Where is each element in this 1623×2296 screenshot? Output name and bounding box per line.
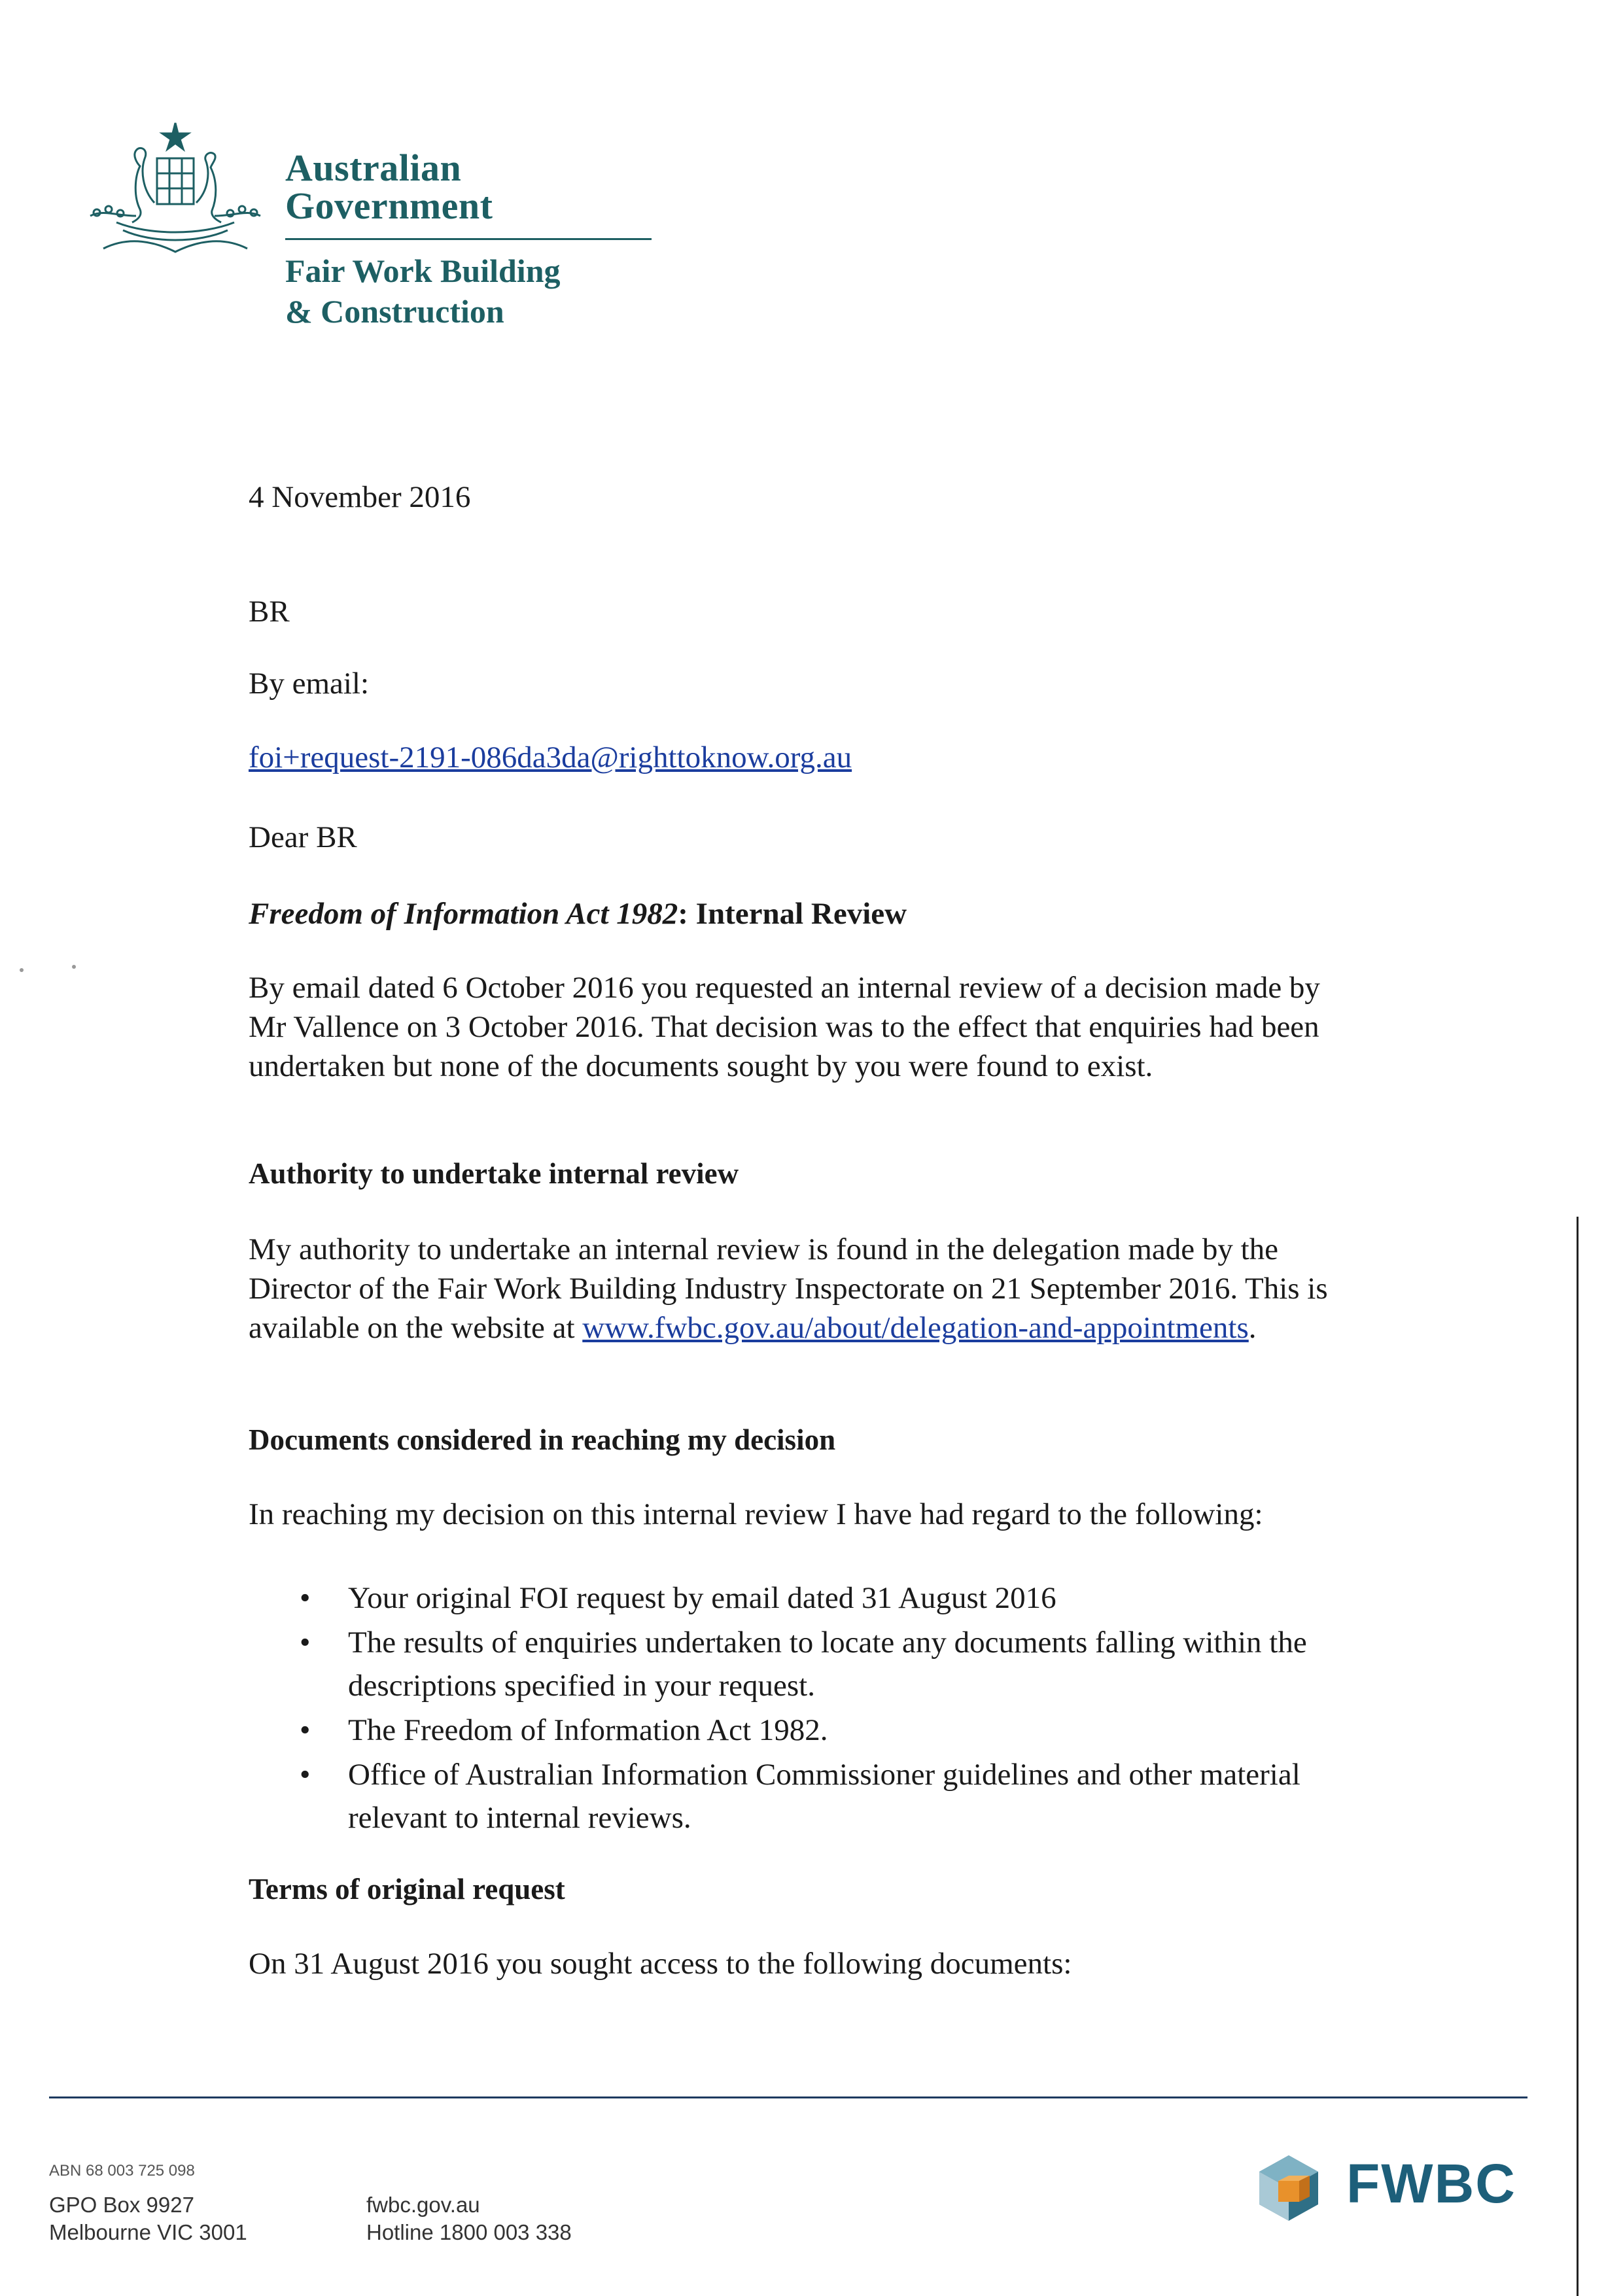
paragraph-request-summary: By email dated 6 October 2016 you requested an internal review of a decision made by Mr Vallence on 3 October 2016. That decision was to the effect that enquiries had been undertaken but none of the documents sought by you were found to exist. [249,971,1320,1083]
letter-date: 4 November 2016 [249,480,471,514]
address-line1: GPO Box 9927 [49,2193,194,2217]
list-item [288,1753,1348,1839]
letterhead [285,149,652,332]
government-name: Australian Government [285,147,493,227]
list-item [288,1709,1348,1752]
paragraph-authority-end: . [1248,1311,1257,1345]
documents-list [288,1576,1348,1841]
address-line2: Melbourne VIC 3001 [49,2220,247,2244]
agency-name-line1: Fair Work Building [285,252,561,289]
coat-of-arms-icon [77,118,273,268]
list-item [288,1576,1348,1620]
delegation-link[interactable]: www.fwbc.gov.au/about/delegation-and-appointments [582,1311,1249,1345]
recipient-email-link[interactable]: foi+request-2191-086da3da@righttoknow.org.au [249,740,852,774]
bullet-icon: • [300,1713,311,1747]
list-item-text: Your original FOI request by email dated 31 August 2016 [348,1581,1056,1615]
abn: ABN 68 003 725 098 [49,2162,195,2180]
bullet-icon: • [300,1581,311,1615]
paragraph-authority [249,1230,1348,1348]
subject-line [249,896,907,931]
paragraph-original-request: On 31 August 2016 you sought access to the following documents: [249,1947,1072,1981]
salutation: Dear BR [249,820,357,854]
letterhead-divider [285,238,652,240]
email-link-row [249,738,1348,777]
recipient: BR [249,595,290,629]
heading-terms: Terms of original request [249,1873,565,1905]
paragraph-authority-text: My authority to undertake an internal review is found in the delegation made by the Director of the Fair Work Building Industry Inspectorate on 21 September 2016. This is available on the website at [249,1232,1328,1345]
bullet-icon: • [300,1758,311,1792]
fwbc-cube-logo-icon [1256,2152,1321,2224]
postal-address [49,2191,247,2246]
website: fwbc.gov.au [366,2193,480,2217]
contact-details [366,2191,572,2246]
hotline: Hotline 1800 003 338 [366,2220,572,2244]
subject-rest: : Internal Review [678,897,907,931]
agency-name-line2: & Construction [285,293,504,330]
scan-edge-line [1577,1217,1579,2296]
footer-divider [49,2096,1527,2098]
bullet-icon: • [300,1626,311,1660]
list-item-text: Office of Australian Information Commissioner guidelines and other material relevant to internal reviews. [348,1758,1300,1835]
list-item-text: The Freedom of Information Act 1982. [348,1713,828,1747]
subject-act-title: Freedom of Information Act 1982 [249,897,678,931]
heading-documents-considered: Documents considered in reaching my decision [249,1423,836,1456]
fwbc-wordmark: FWBC [1346,2153,1516,2214]
heading-authority: Authority to undertake internal review [249,1157,739,1190]
list-item-text: The results of enquiries undertaken to locate any documents falling within the descriptions specified in your request. [348,1626,1307,1703]
paragraph-regard: In reaching my decision on this internal review I have had regard to the following: [249,1497,1263,1531]
by-email-label: By email: [249,667,370,701]
scan-speck [72,965,76,969]
scan-speck [20,968,24,972]
list-item [288,1621,1348,1707]
